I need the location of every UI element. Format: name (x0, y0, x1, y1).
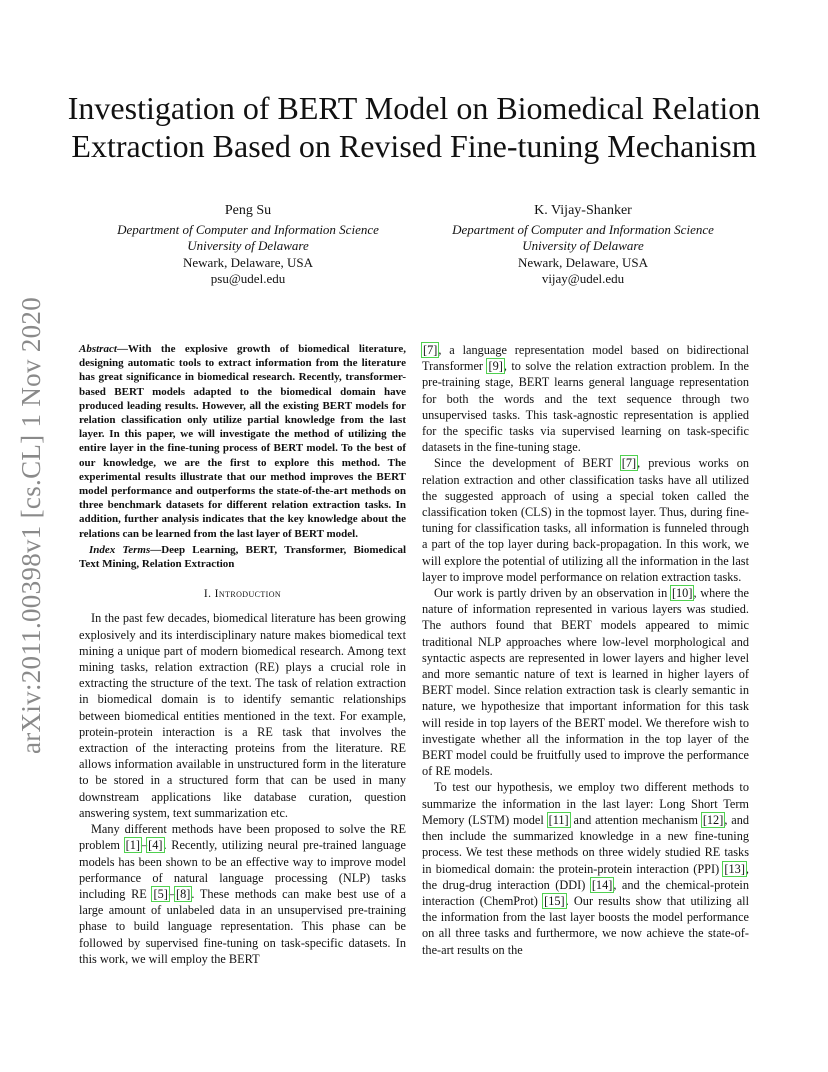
author-email[interactable]: psu@udel.edu (210, 271, 286, 286)
text-run: . These methods can make best use of a large amount of unlabeled data in an unsupervised pre-training phase to build language representation. This phase can be followed by supervised fine-tuning on task-specific datasets. In this work, we will employ the BERT (79, 886, 406, 966)
author-department: Department of Computer and Information Science (452, 221, 714, 237)
intro-paragraph (79, 821, 406, 967)
intro-paragraph: In the past few decades, biomedical literature has been growing explosively and its interdisciplinary nature makes biomedical text mining a unique part of modern biomedical research. Among text mining tasks, relation extraction (RE) plays a crucial role in extracting the structure of the text. The task of relation extraction in biomedical domain is to identify semantic relationships between biomedical entities mentioned in the text. For example, protein-protein interaction is a RE task that involves the extraction of the interacting proteins from the literature. RE allows information available in unstructured form in the literature to be stored in a structured form that can be used in many downstream applications like database curation, question answering system, text summarization etc. (79, 611, 406, 820)
author-university: University of Delaware (187, 238, 309, 253)
index-terms-text: —Deep Learning, BERT, Transformer, Biomedical Text Mining, Relation Extraction (79, 543, 406, 571)
text-run: , and the chemical-protein interaction (ChemProt) (422, 877, 749, 908)
author-name: K. Vijay-Shanker (534, 203, 632, 218)
citation-link[interactable]: [7] (423, 343, 438, 357)
citation-link[interactable]: [14] (591, 877, 613, 892)
arxiv-stamp-text: arXiv:2011.00398v1 [cs.CL] 1 Nov 2020 (16, 296, 47, 754)
index-terms-label: Index Terms (89, 543, 151, 556)
citation-link[interactable]: [1] (125, 838, 141, 853)
section-heading: I. Introduction (203, 588, 282, 601)
citation-link[interactable]: [7] (621, 456, 637, 471)
index-terms (79, 543, 406, 571)
citation-link[interactable]: [12] (702, 812, 724, 827)
intro-paragraph (422, 342, 749, 455)
right-column (422, 342, 749, 958)
text-run: To test our hypothesis, we employ two different methods to summarize the information in the last layer: Long Short Term Memory (LSTM) model (422, 780, 749, 827)
paper-title: Investigation of BERT Model on Biomedical Relation Extraction Based on Revised Fine-tuning Mechanism (67, 90, 761, 165)
author-email[interactable]: vijay@udel.edu (541, 271, 625, 286)
abstract-text: —With the explosive growth of biomedical literature, designing automatic tools to extract information from the literature has great significance in biomedical research. Recently, transformer-based BERT models adapted to the biomedical domain have produced leading results. However, all the existing BERT models for relation classification only utilize partial knowledge from the last layer. In this paper, we will investigate the method of utilizing the entire layer in the fine-tuning process of BERT model. To the best of our knowledge, we are the first to explore this method. The experimental results illustrate that our method improves the BERT model performance and outperforms the state-of-the-art methods on three benchmark datasets for different relation extraction tasks. In addition, further analysis indicates that the key knowledge about the relations can be learned from the last layer of BERT model. (79, 343, 406, 540)
citation-link[interactable]: [11] (548, 812, 569, 827)
author-block-2 (418, 203, 748, 288)
author-name: Peng Su (224, 203, 272, 218)
citation-link[interactable]: [9] (488, 359, 503, 374)
intro-paragraph (422, 779, 749, 957)
citation-link[interactable]: [8] (175, 886, 191, 901)
author-location: Newark, Delaware, USA (518, 254, 648, 270)
citation-link[interactable]: [5] (153, 886, 168, 901)
author-department: Department of Computer and Information Science (117, 221, 379, 237)
citation-link[interactable]: [10] (671, 586, 693, 601)
text-run: , to solve the relation extraction problem. In the pre-training stage, BERT learns general language representation for both the words and the text sequence through two unsupervised tasks. This task-agnostic representation is applied for the specific tasks via supervised learning on task-specific datasets in the fine-tuning stage. (422, 359, 749, 455)
text-run: – (168, 886, 175, 901)
arxiv-stamp (10, 290, 54, 760)
abstract (79, 342, 406, 541)
left-column (79, 342, 406, 967)
text-run: and attention mechanism (569, 812, 702, 827)
text-run: Our work is partly driven by an observation in (434, 586, 671, 601)
text-run: Many different methods have been proposed to solve the RE problem (79, 822, 406, 853)
author-university: University of Delaware (522, 238, 644, 253)
citation-link[interactable]: [4] (148, 838, 163, 853)
citation-link[interactable]: [15] (544, 893, 565, 908)
author-location: Newark, Delaware, USA (183, 254, 313, 270)
text-run: – (141, 838, 148, 853)
abstract-label: Abstract (79, 343, 117, 355)
text-run: , the drug-drug interaction (DDI) (422, 861, 749, 892)
intro-paragraph (422, 585, 749, 779)
text-run: . Recently, utilizing neural pre-trained language models has been shown to be an effective way to improve model performance of natural language processing (NLP) tasks including RE (79, 838, 406, 901)
text-run: , previous works on relation extraction and other classification tasks have all utilized the suggested approach of using a special token called the classification token (CLS) in the topmost layer. Thus, during fine-tuning for classification tasks, all information is funneled through a part of the top layer during back-propagation. In this work, we will explore the potential of utilizing all the information in the last layer to improve model performance on relation extraction tasks. (422, 456, 749, 584)
author-block-1 (83, 203, 413, 288)
text-run: Since the development of BERT (434, 456, 621, 471)
text-run: , a language representation model based on bidirectional Transformer (422, 343, 749, 374)
citation-link[interactable]: [13] (724, 861, 745, 876)
intro-paragraph (422, 455, 749, 585)
text-run: , and then include the summarized knowledge in a new fine-tuning process. We test these methods on three widely studied RE tasks in biomedical domain: the protein-protein interaction (PPI) (422, 812, 749, 876)
text-run: , where the nature of information represented in various layers was studied. The authors found that BERT models appeared to mimic traditional NLP approaches where low-level morphological and syntactic aspects are represented in lower layers and higher level and more semantic nature of text is learned in higher layers of BERT model. Since relation extraction task is clearly semantic in nature, we hypothesize that important information for this task will reside in top layers of the BERT model. We therefore wish to investigate whether all the information in the top layer of the BERT model could be fruitfully used to improve the performance of RE models. (422, 586, 749, 779)
text-run: . Our results show that utilizing all the information from the last layer boosts the model performance on all three tasks and furthermore, we now achieve the state-of-the-art results on the (422, 893, 749, 957)
